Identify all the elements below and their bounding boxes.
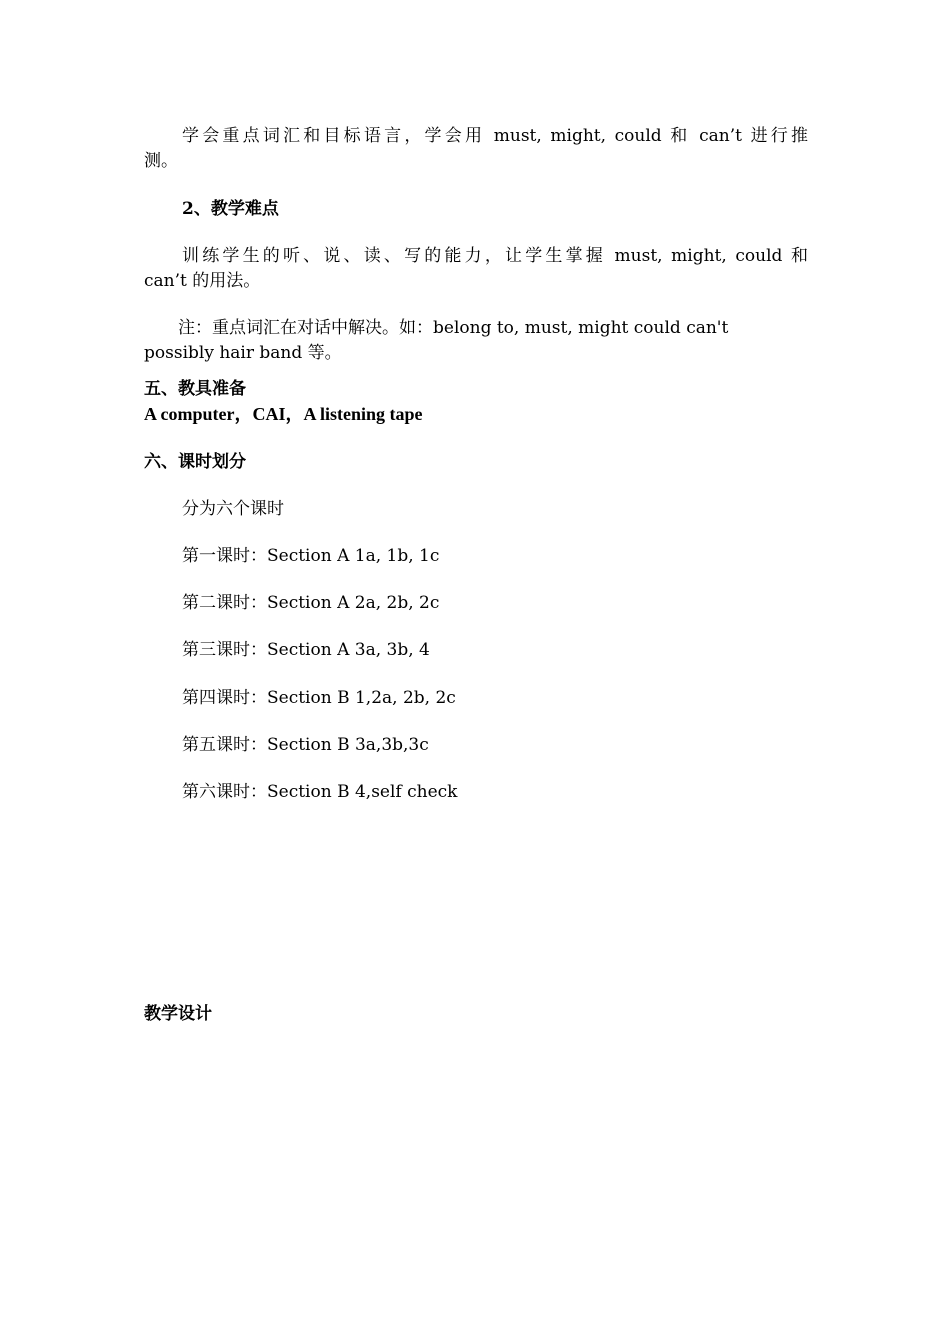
lesson-item-4: 第四课时：Section B 1,2a, 2b, 2c [182, 688, 456, 708]
objectives-text-line-1: 学会重点词汇和目标语言，学会用 must, might, could 和 can’t 进行推 [182, 126, 808, 146]
lesson-item-6: 第六课时：Section B 4,self check [182, 782, 458, 802]
lesson-item-1: 第一课时：Section A 1a, 1b, 1c [182, 546, 440, 566]
note-text-line-1: 注：重点词汇在对话中解决。如：belong to, must, might could can't [178, 318, 729, 338]
equipment-heading: 五、教具准备 [144, 379, 246, 399]
lesson-item-5: 第五课时：Section B 3a,3b,3c [182, 735, 429, 755]
note-text-line-2: possibly hair band 等。 [144, 343, 342, 363]
lesson-item-3: 第三课时：Section A 3a, 3b, 4 [182, 640, 430, 660]
equipment-items: A computer，CAI，A listening tape [144, 404, 423, 424]
difficulty-text-line-2: can’t 的用法。 [144, 271, 261, 291]
difficulty-heading: 2、教学难点 [182, 199, 279, 219]
schedule-heading: 六、课时划分 [144, 452, 246, 472]
objectives-text-line-2: 测。 [144, 151, 178, 171]
schedule-intro: 分为六个课时 [182, 499, 284, 519]
difficulty-text-line-1: 训练学生的听、说、读、写的能力，让学生掌握 must, might, could 和 [182, 246, 808, 266]
lesson-item-2: 第二课时：Section A 2a, 2b, 2c [182, 593, 440, 613]
design-heading: 教学设计 [144, 1004, 212, 1024]
